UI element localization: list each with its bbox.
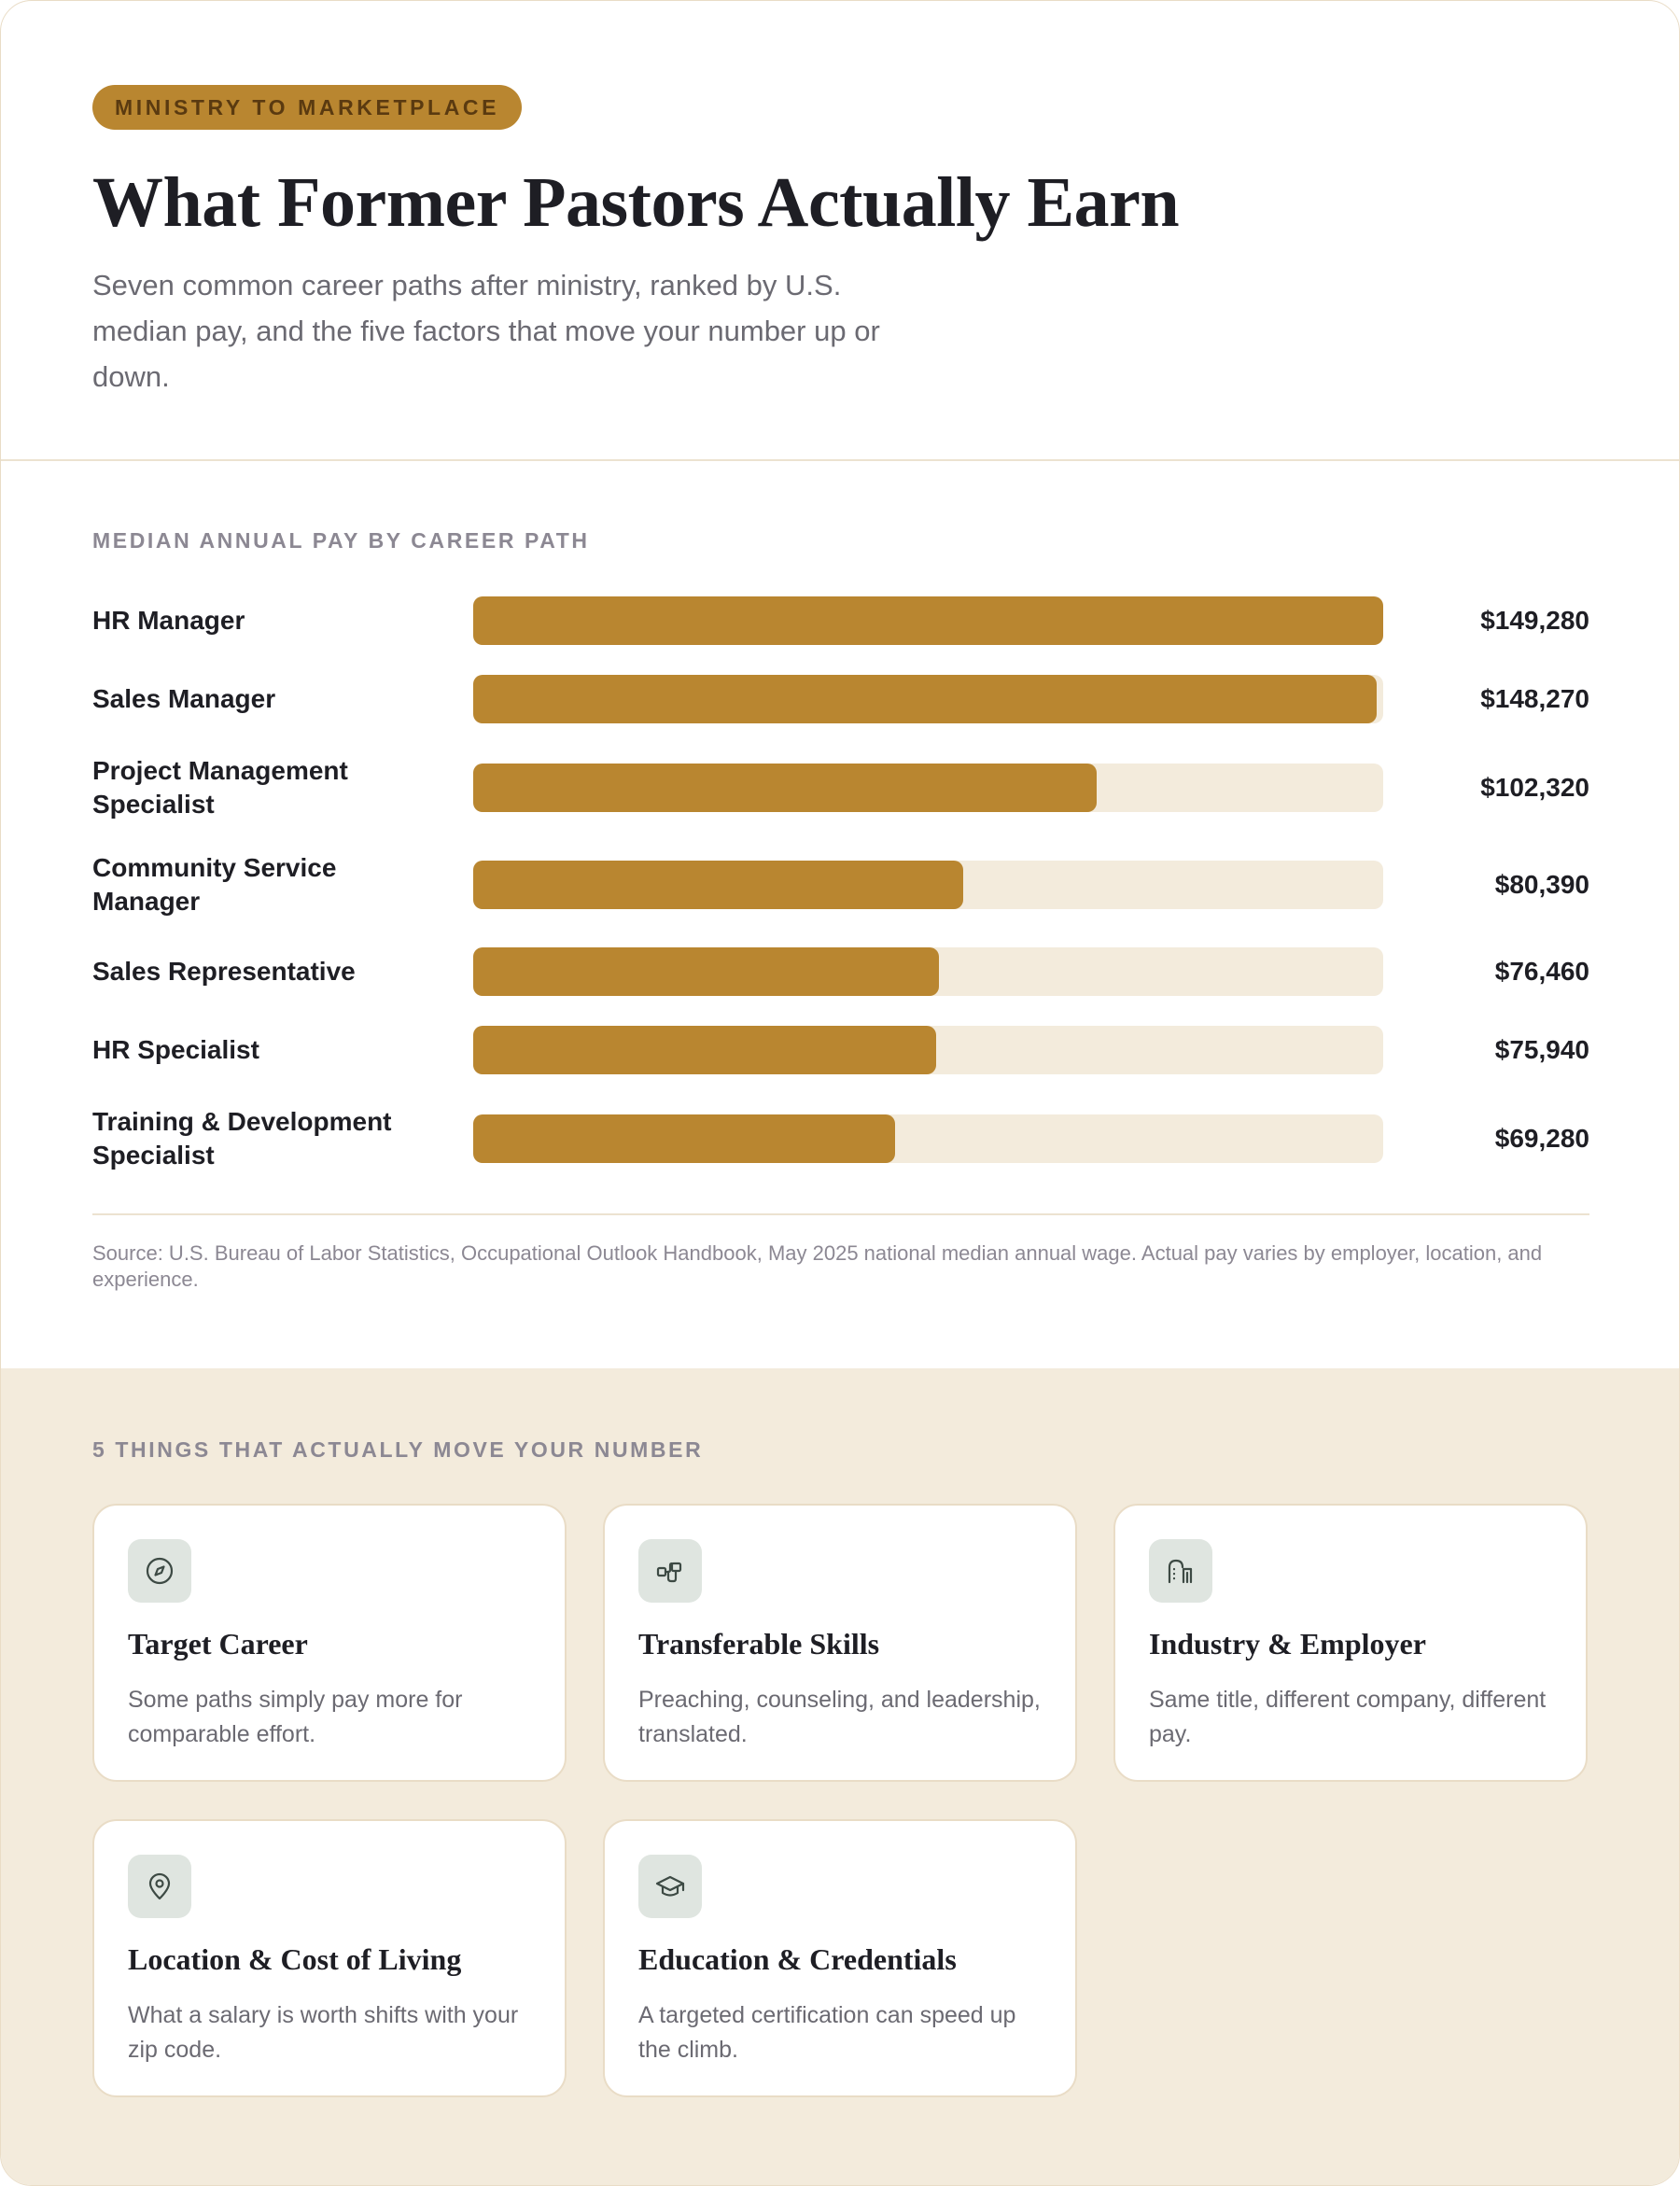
building-icon <box>1149 1539 1212 1603</box>
factor-card-location <box>92 1819 567 2097</box>
bar <box>473 861 963 909</box>
bar <box>473 1026 936 1074</box>
bar-label: HR Specialist <box>92 1035 259 1064</box>
bar-value-label: $75,940 <box>1494 1035 1589 1064</box>
map-pin-icon <box>128 1855 191 1918</box>
factor-title: Industry & Employer <box>1149 1627 1426 1661</box>
factor-description: Some paths simply pay more for comparable effort. <box>128 1687 463 1747</box>
factors-section-label: 5 THINGS THAT ACTUALLY MOVE YOUR NUMBER <box>92 1437 704 1462</box>
factor-card-target-career <box>92 1504 567 1782</box>
bar <box>473 596 1383 645</box>
chart-section-label: MEDIAN ANNUAL PAY BY CAREER PATH <box>92 528 590 553</box>
chart-source-note: Source: U.S. Bureau of Labor Statistics, Occupational Outlook Handbook, May 2025 national median annual wage. Actual pay varies by employer, location, and experience. <box>92 1241 1543 1291</box>
bar-label: Project Management Specialist <box>92 756 348 819</box>
bar-track <box>473 1114 1383 1163</box>
bar-label: Community Service Manager <box>92 853 337 916</box>
factor-card-transferable-skills <box>603 1504 1077 1782</box>
chart-divider <box>92 1213 1589 1215</box>
compass-icon <box>128 1539 191 1603</box>
bar-track <box>473 947 1383 996</box>
graduation-cap-icon <box>638 1855 702 1918</box>
bar <box>473 947 939 996</box>
category-badge: MINISTRY TO MARKETPLACE <box>92 85 522 130</box>
bar-value-label: $69,280 <box>1494 1124 1589 1153</box>
bar-value-label: $80,390 <box>1494 870 1589 899</box>
factor-description: What a salary is worth shifts with your zip code. <box>128 2002 519 2063</box>
shapes-icon <box>638 1539 702 1603</box>
bar-value-label: $148,270 <box>1480 684 1589 713</box>
bar-label: Training & Development Specialist <box>92 1107 392 1170</box>
factor-card-industry-employer <box>1113 1504 1588 1782</box>
bar <box>473 1114 895 1163</box>
page-title: What Former Pastors Actually Earn <box>92 163 1180 242</box>
factor-description: A targeted certification can speed up the climb. <box>638 2002 1016 2063</box>
bar-track <box>473 675 1383 723</box>
factor-description: Preaching, counseling, and leadership, translated. <box>638 1687 1041 1747</box>
page-subtitle: Seven common career paths after ministry, ranked by U.S. median pay, and the five factors that move your number up or down. <box>92 269 880 393</box>
bar-label: Sales Manager <box>92 684 276 713</box>
factor-title: Transferable Skills <box>638 1627 880 1661</box>
factor-title: Target Career <box>128 1627 308 1661</box>
bar-track <box>473 764 1383 812</box>
bar-value-label: $149,280 <box>1480 606 1589 635</box>
bar <box>473 675 1377 723</box>
bar <box>473 764 1097 812</box>
bar-track <box>473 861 1383 909</box>
factor-card-education <box>603 1819 1077 2097</box>
bar-value-label: $102,320 <box>1480 773 1589 802</box>
bar-value-label: $76,460 <box>1494 957 1589 986</box>
factors-section <box>1 1368 1679 2186</box>
bar-track <box>473 596 1383 645</box>
bar-track <box>473 1026 1383 1074</box>
bar-label: HR Manager <box>92 606 245 635</box>
pay-bar-chart <box>1 1 1680 1368</box>
factor-title: Education & Credentials <box>638 1942 957 1976</box>
factor-description: Same title, different company, different pay. <box>1149 1687 1547 1747</box>
factor-title: Location & Cost of Living <box>128 1942 462 1976</box>
bar-label: Sales Representative <box>92 957 356 986</box>
